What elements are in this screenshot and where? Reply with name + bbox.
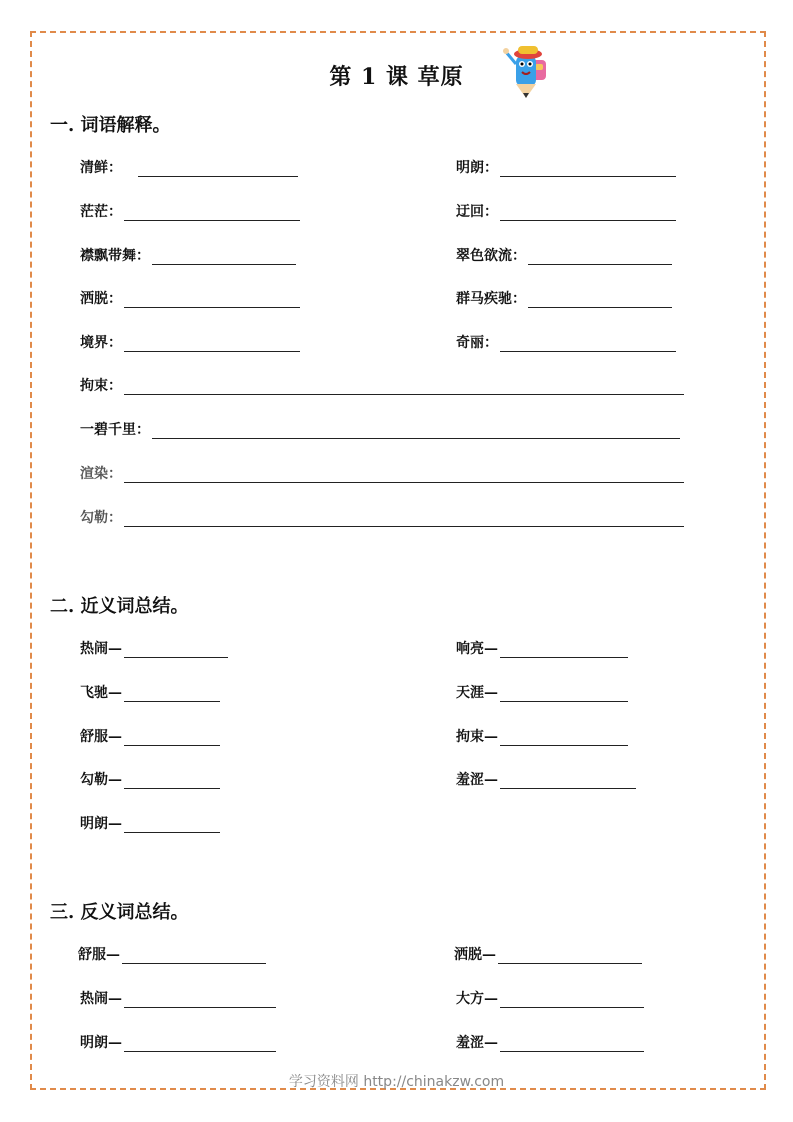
answer-line[interactable] — [500, 729, 628, 746]
answer-line[interactable] — [500, 1035, 644, 1052]
pencil-mascot-icon — [498, 40, 560, 102]
term-label: 拘束： — [80, 378, 122, 394]
definition-qunma — [456, 286, 672, 308]
term-label: 勾勒— — [80, 772, 122, 788]
antonym-minglang — [80, 1030, 276, 1052]
answer-line[interactable] — [500, 641, 628, 658]
definition-minglang — [456, 155, 676, 177]
section-heading-synonyms: 二. 近义词总结。 — [50, 596, 189, 617]
section-heading-antonyms: 三. 反义词总结。 — [50, 902, 189, 923]
footer-watermark: 学习资料网 http://chinakzw.com — [288, 1074, 505, 1090]
term-label: 勾勒： — [80, 510, 122, 526]
antonym-renao — [80, 986, 276, 1008]
synonym-jushu — [456, 724, 628, 746]
definition-cuise — [456, 243, 672, 265]
antonym-shufu — [78, 942, 266, 964]
answer-line[interactable] — [122, 947, 266, 964]
answer-line[interactable] — [124, 378, 684, 395]
definition-qili — [456, 330, 676, 352]
page-title: 第 1 课 草原 — [329, 64, 464, 90]
term-label: 洒脱— — [454, 947, 496, 963]
synonym-minglang — [80, 811, 220, 833]
page-border — [30, 31, 766, 1090]
definition-xuanran — [80, 461, 684, 483]
definition-mangmang — [80, 199, 300, 221]
answer-line[interactable] — [500, 772, 636, 789]
term-label: 热闹— — [80, 641, 122, 657]
definition-satuo — [80, 286, 300, 308]
answer-line[interactable] — [124, 335, 300, 352]
term-label: 大方— — [456, 991, 498, 1007]
answer-line[interactable] — [500, 160, 676, 177]
answer-line[interactable] — [124, 1035, 276, 1052]
term-label: 天涯— — [456, 685, 498, 701]
definition-goule — [80, 505, 684, 527]
term-label: 羞涩— — [456, 772, 498, 788]
term-label: 翠色欲流： — [456, 248, 526, 264]
answer-line[interactable] — [124, 466, 684, 483]
answer-line[interactable] — [500, 204, 676, 221]
term-label: 舒服— — [80, 729, 122, 745]
term-label: 拘束— — [456, 729, 498, 745]
term-label: 明朗： — [456, 160, 498, 176]
answer-line[interactable] — [124, 641, 228, 658]
term-label: 响亮— — [456, 641, 498, 657]
term-label: 热闹— — [80, 991, 122, 1007]
term-label: 迂回： — [456, 204, 498, 220]
definition-yibi — [80, 417, 680, 439]
answer-line[interactable] — [124, 685, 220, 702]
definition-jingjie — [80, 330, 300, 352]
synonym-shufu — [80, 724, 220, 746]
answer-line[interactable] — [124, 991, 276, 1008]
answer-line[interactable] — [500, 991, 644, 1008]
term-label: 羞涩— — [456, 1035, 498, 1051]
answer-line[interactable] — [124, 291, 300, 308]
answer-line[interactable] — [124, 772, 220, 789]
antonym-satuo — [454, 942, 642, 964]
answer-line[interactable] — [500, 685, 628, 702]
answer-line[interactable] — [500, 335, 676, 352]
answer-line[interactable] — [124, 204, 300, 221]
definition-jushu — [80, 373, 684, 395]
answer-line[interactable] — [152, 422, 680, 439]
term-label: 明朗— — [80, 1035, 122, 1051]
antonym-dafang — [456, 986, 644, 1008]
term-label: 境界： — [80, 335, 122, 351]
answer-line[interactable] — [498, 947, 642, 964]
term-label: 洒脱： — [80, 291, 122, 307]
answer-line[interactable] — [124, 816, 220, 833]
term-label: 襟飘带舞： — [80, 248, 150, 264]
synonym-feichi — [80, 680, 220, 702]
term-label: 群马疾驰： — [456, 291, 526, 307]
answer-line[interactable] — [124, 729, 220, 746]
answer-line[interactable] — [528, 291, 672, 308]
answer-line[interactable] — [138, 160, 298, 177]
definition-qingxian — [80, 155, 298, 177]
synonym-xiangliang — [456, 636, 628, 658]
term-label: 飞驰— — [80, 685, 122, 701]
term-label: 渲染： — [80, 466, 122, 482]
definition-jinpiao — [80, 243, 296, 265]
answer-line[interactable] — [124, 510, 684, 527]
term-label: 奇丽： — [456, 335, 498, 351]
term-label: 清鲜： — [80, 160, 122, 176]
definition-yuhui — [456, 199, 676, 221]
synonym-tianya — [456, 680, 628, 702]
term-label: 一碧千里： — [80, 422, 150, 438]
section-heading-definitions: 一. 词语解释。 — [50, 115, 171, 136]
term-label: 舒服— — [78, 947, 120, 963]
term-label: 茫茫： — [80, 204, 122, 220]
answer-line[interactable] — [528, 248, 672, 265]
synonym-renao — [80, 636, 228, 658]
term-label: 明朗— — [80, 816, 122, 832]
antonym-xiese — [456, 1030, 644, 1052]
answer-line[interactable] — [152, 248, 296, 265]
synonym-goule — [80, 767, 220, 789]
synonym-xiese — [456, 767, 636, 789]
